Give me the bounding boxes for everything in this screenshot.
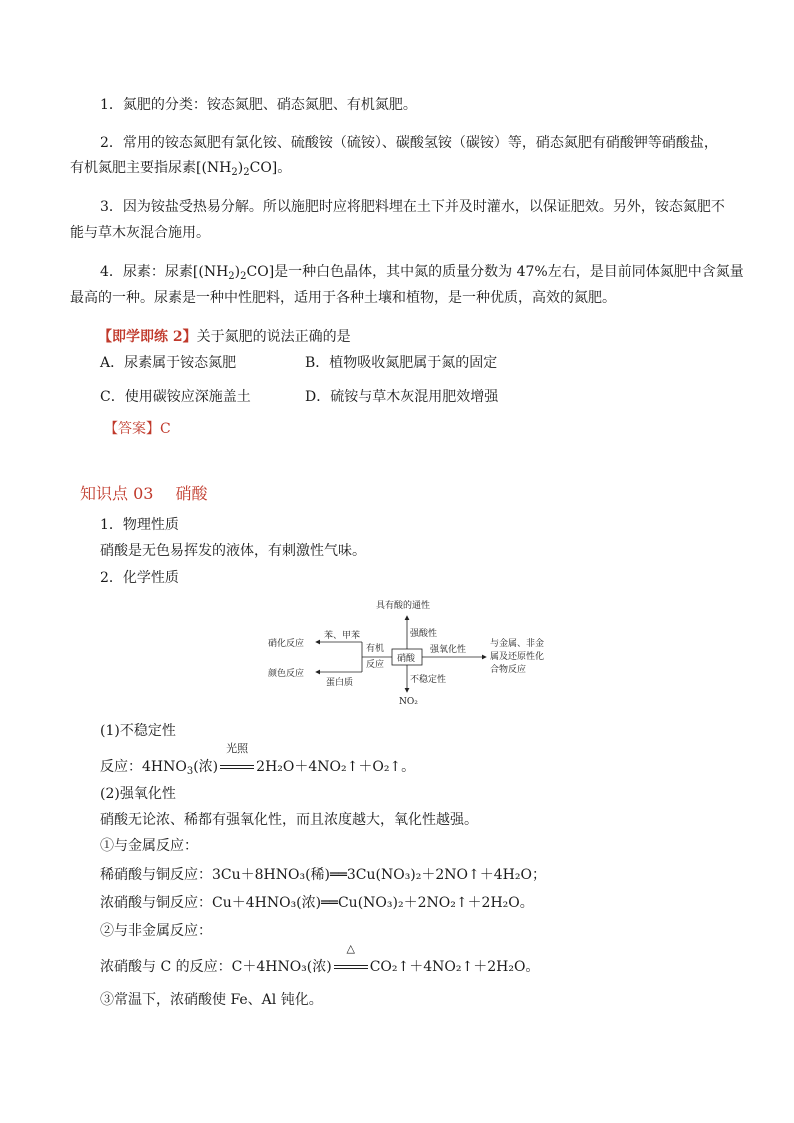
paragraph-1 bbox=[100, 95, 417, 115]
dilute-reaction bbox=[100, 865, 546, 885]
protein-label: 蛋白质 bbox=[326, 678, 354, 688]
urea-post: CO]是一种白色晶体，其中氮的质量分数为 47%左右，是目前同体氮肥中含氮量 bbox=[246, 264, 744, 280]
paragraph-3-text-2: 能与草木灰混合施用。 bbox=[70, 225, 210, 241]
option-d bbox=[305, 387, 498, 407]
subscript: 2 bbox=[231, 167, 238, 178]
conc-reaction-text: 浓硝酸与铜反应：Cu＋4HNO₃(浓)══Cu(NO₃)₂＋2NO₂↑＋2H₂O。 bbox=[100, 895, 534, 911]
option-c bbox=[100, 387, 251, 407]
answer-line bbox=[104, 419, 171, 439]
option-d-text: D．硫铵与草木灰混用肥效增强 bbox=[305, 389, 499, 405]
eq-reactant: 反应：4HNO bbox=[100, 759, 187, 775]
option-a-text: A．尿素属于铵态氮肥 bbox=[100, 355, 237, 371]
physical-text-content: 硝酸是无色易挥发的液体，有刺激性气味。 bbox=[100, 543, 366, 559]
section-title: 硝酸 bbox=[175, 484, 208, 503]
exercise-question bbox=[98, 327, 351, 347]
bottom-label: NO₂ bbox=[399, 697, 418, 706]
right-label-2: 属及还原性化 bbox=[490, 652, 545, 662]
subscript: 2 bbox=[240, 271, 247, 282]
paragraph-1-text: 1．氮肥的分类：铵态氮肥、硝态氮肥、有机氮肥。 bbox=[100, 97, 417, 113]
urea-formula-pre: 有机氮肥主要指尿素[(NH bbox=[70, 160, 232, 176]
dilute-reaction-text: 稀硝酸与铜反应：3Cu＋8HNO₃(稀)══3Cu(NO₃)₂＋2NO↑＋4H₂O； bbox=[100, 867, 546, 883]
exercise-question-text: 关于氮肥的说法正确的是 bbox=[196, 329, 351, 345]
nitration-label: 硝化反应 bbox=[268, 639, 305, 649]
top-label: 具有酸的通性 bbox=[376, 601, 431, 611]
section-number: 知识点 03 bbox=[80, 484, 154, 503]
nonmetal-heading-text: ②与非金属反应： bbox=[100, 923, 212, 939]
answer-value: C bbox=[160, 421, 171, 437]
carbon-reaction bbox=[100, 942, 540, 977]
instability-equation bbox=[100, 742, 416, 777]
option-b-text: B．植物吸收氮肥属于氮的固定 bbox=[305, 355, 498, 371]
physical-text bbox=[100, 541, 366, 561]
paragraph-4-line-1 bbox=[100, 262, 744, 282]
answer-tag: 【答案】 bbox=[104, 421, 160, 437]
right-arrow-label: 强氧化性 bbox=[430, 645, 467, 655]
section-heading bbox=[80, 481, 207, 504]
paragraph-2-line-2 bbox=[70, 158, 291, 178]
subscript: 2 bbox=[243, 167, 250, 178]
option-a bbox=[100, 353, 236, 373]
organic-label-1: 有机 bbox=[366, 644, 385, 654]
heat-condition bbox=[332, 942, 370, 977]
top-arrow-label: 强酸性 bbox=[410, 629, 438, 639]
equals-sign bbox=[334, 965, 368, 969]
subscript: 2 bbox=[228, 271, 235, 282]
nonmetal-heading bbox=[100, 921, 212, 941]
urea-mid: ) bbox=[234, 264, 241, 280]
chemical-heading bbox=[100, 568, 179, 588]
paragraph-4-line-2 bbox=[70, 288, 616, 308]
urea-pre: 4．尿素：尿素[(NH bbox=[100, 264, 229, 280]
paragraph-2-text: 2．常用的铵态氮肥有氯化铵、硫酸铵（硫铵）、碳酸氢铵（碳铵）等，硝态氮肥有硝酸钾等硝酸盐， bbox=[100, 135, 718, 151]
paragraph-4-text-2: 最高的一种。尿素是一种中性肥料，适用于各种土壤和植物，是一种优质，高效的氮肥。 bbox=[70, 290, 616, 306]
passivation-text: ③常温下，浓硝酸使 Fe、Al 钝化。 bbox=[100, 992, 323, 1008]
light-condition-label: 光照 bbox=[226, 742, 249, 755]
oxidizing-heading-text: (2)强氧化性 bbox=[100, 786, 176, 802]
passivation bbox=[100, 990, 323, 1010]
physical-heading-text: 1．物理性质 bbox=[100, 517, 179, 533]
urea-formula-mid: ) bbox=[237, 160, 244, 176]
color-reaction-label: 颜色反应 bbox=[268, 669, 305, 679]
organic-label-2: 反应 bbox=[366, 660, 385, 670]
conc-reaction bbox=[100, 893, 534, 913]
paragraph-3-text: 3．因为铵盐受热易分解。所以施肥时应将肥料埋在土下并及时灌水，以保证肥效。另外，铵态氮肥不 bbox=[100, 199, 725, 215]
carbon-reactants: 浓硝酸与 C 的反应：C＋4HNO₃(浓) bbox=[100, 959, 332, 975]
oxidizing-heading bbox=[100, 784, 176, 804]
physical-heading bbox=[100, 515, 179, 535]
benzene-label: 苯、甲苯 bbox=[324, 631, 361, 641]
option-b bbox=[305, 353, 497, 373]
nitric-acid-properties-diagram bbox=[264, 596, 584, 706]
eq-products: 2H₂O＋4NO₂↑＋O₂↑。 bbox=[256, 759, 416, 775]
metal-heading bbox=[100, 836, 198, 856]
paragraph-3-line-1 bbox=[100, 197, 725, 217]
light-condition bbox=[218, 742, 256, 777]
subscript: 3 bbox=[186, 766, 194, 777]
urea-formula-post: CO]。 bbox=[249, 160, 292, 176]
heat-condition-label: △ bbox=[346, 942, 355, 955]
instability-heading-text: (1)不稳定性 bbox=[100, 723, 176, 739]
instability-heading bbox=[100, 721, 176, 741]
center-label: 硝酸 bbox=[397, 654, 416, 664]
paragraph-2-line-1 bbox=[100, 133, 718, 153]
option-c-text: C．使用碳铵应深施盖土 bbox=[100, 389, 251, 405]
chemical-heading-text: 2．化学性质 bbox=[100, 570, 179, 586]
paragraph-3-line-2 bbox=[70, 223, 210, 243]
bottom-arrow-label: 不稳定性 bbox=[410, 675, 447, 685]
exercise-tag: 【即学即练 2】 bbox=[98, 329, 197, 345]
metal-heading-text: ①与金属反应： bbox=[100, 838, 198, 854]
equals-sign bbox=[220, 765, 254, 769]
eq-paren: (浓) bbox=[193, 759, 219, 775]
oxidizing-text-content: 硝酸无论浓、稀都有强氧化性，而且浓度越大，氧化性越强。 bbox=[100, 812, 478, 828]
right-label-3: 合物反应 bbox=[490, 665, 527, 675]
right-label-1: 与金属、非金 bbox=[490, 639, 545, 649]
oxidizing-text bbox=[100, 810, 478, 830]
carbon-products: CO₂↑＋4NO₂↑＋2H₂O。 bbox=[369, 959, 540, 975]
